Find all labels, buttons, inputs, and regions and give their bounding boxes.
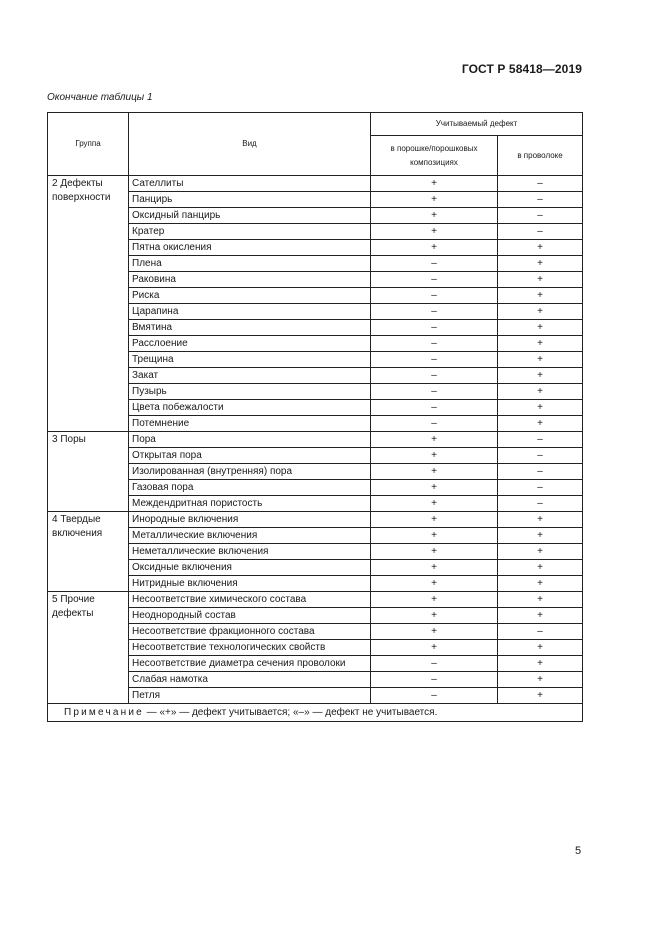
kind-cell: Вмятина <box>129 320 371 336</box>
note-label: Примечание <box>64 706 144 718</box>
table-row <box>48 304 583 320</box>
powder-mark-cell: + <box>371 512 498 528</box>
powder-mark-cell: + <box>371 448 498 464</box>
wire-mark-cell: + <box>498 416 583 432</box>
kind-cell: Панцирь <box>129 192 371 208</box>
wire-mark-cell: + <box>498 640 583 656</box>
kind-cell: Трещина <box>129 352 371 368</box>
powder-mark-cell: + <box>371 480 498 496</box>
powder-mark-cell: + <box>371 592 498 608</box>
kind-cell: Сателлиты <box>129 176 371 192</box>
kind-cell: Оксидный панцирь <box>129 208 371 224</box>
table-row <box>48 256 583 272</box>
table-row <box>48 432 583 448</box>
wire-mark-cell: + <box>498 400 583 416</box>
wire-mark-cell: – <box>498 464 583 480</box>
kind-cell: Закат <box>129 368 371 384</box>
table-row <box>48 192 583 208</box>
kind-cell: Открытая пора <box>129 448 371 464</box>
kind-cell: Раковина <box>129 272 371 288</box>
table-row <box>48 384 583 400</box>
powder-mark-cell: – <box>371 688 498 704</box>
wire-mark-cell: + <box>498 384 583 400</box>
wire-mark-cell: + <box>498 288 583 304</box>
kind-cell: Неоднородный состав <box>129 608 371 624</box>
table-note <box>48 704 583 722</box>
table-row <box>48 672 583 688</box>
kind-cell: Расслоение <box>129 336 371 352</box>
powder-mark-cell: – <box>371 336 498 352</box>
column-header-powder: в порошке/порошковых композициях <box>371 136 498 176</box>
table-row <box>48 512 583 528</box>
table-row <box>48 416 583 432</box>
note-text: — «+» — дефект учитывается; «–» — дефект не учитывается. <box>143 706 438 718</box>
table-caption: Окончание таблицы 1 <box>47 92 153 103</box>
kind-cell: Кратер <box>129 224 371 240</box>
wire-mark-cell: + <box>498 528 583 544</box>
table-row <box>48 320 583 336</box>
kind-cell: Нитридные включения <box>129 576 371 592</box>
table-row <box>48 224 583 240</box>
wire-mark-cell: + <box>498 672 583 688</box>
wire-mark-cell: – <box>498 432 583 448</box>
wire-mark-cell: – <box>498 208 583 224</box>
group-cell: 2 Дефекты поверхности <box>48 176 129 432</box>
wire-mark-cell: + <box>498 512 583 528</box>
kind-cell: Междендритная пористость <box>129 496 371 512</box>
powder-mark-cell: + <box>371 624 498 640</box>
wire-mark-cell: + <box>498 368 583 384</box>
group-cell: 3 Поры <box>48 432 129 512</box>
wire-mark-cell: – <box>498 192 583 208</box>
table-row <box>48 176 583 192</box>
group-cell: 4 Твердые включения <box>48 512 129 592</box>
powder-mark-cell: + <box>371 192 498 208</box>
kind-cell: Потемнение <box>129 416 371 432</box>
powder-mark-cell: – <box>371 288 498 304</box>
powder-mark-cell: + <box>371 640 498 656</box>
table-row <box>48 352 583 368</box>
defects-table <box>47 112 583 722</box>
table-row <box>48 480 583 496</box>
wire-mark-cell: + <box>498 256 583 272</box>
kind-cell: Несоответствие химического состава <box>129 592 371 608</box>
table-row <box>48 272 583 288</box>
kind-cell: Металлические включения <box>129 528 371 544</box>
kind-cell: Царапина <box>129 304 371 320</box>
kind-cell: Инородные включения <box>129 512 371 528</box>
wire-mark-cell: + <box>498 320 583 336</box>
powder-mark-cell: – <box>371 272 498 288</box>
kind-cell: Несоответствие технологических свойств <box>129 640 371 656</box>
table-row <box>48 688 583 704</box>
powder-mark-cell: + <box>371 576 498 592</box>
powder-mark-cell: + <box>371 560 498 576</box>
wire-mark-cell: – <box>498 176 583 192</box>
table-row <box>48 368 583 384</box>
wire-mark-cell: + <box>498 272 583 288</box>
powder-mark-cell: + <box>371 432 498 448</box>
kind-cell: Петля <box>129 688 371 704</box>
table-row <box>48 640 583 656</box>
table-row <box>48 496 583 512</box>
wire-mark-cell: + <box>498 352 583 368</box>
wire-mark-cell: + <box>498 240 583 256</box>
powder-mark-cell: – <box>371 256 498 272</box>
table-row <box>48 240 583 256</box>
page-number: 5 <box>575 845 582 857</box>
powder-mark-cell: + <box>371 496 498 512</box>
wire-mark-cell: – <box>498 224 583 240</box>
powder-mark-cell: – <box>371 656 498 672</box>
table-row <box>48 288 583 304</box>
standard-code: ГОСТ Р 58418—2019 <box>461 62 582 76</box>
powder-mark-cell: + <box>371 176 498 192</box>
kind-cell: Пузырь <box>129 384 371 400</box>
table-row <box>48 528 583 544</box>
powder-mark-cell: + <box>371 528 498 544</box>
wire-mark-cell: + <box>498 336 583 352</box>
table-row <box>48 544 583 560</box>
table-row <box>48 448 583 464</box>
powder-mark-cell: – <box>371 384 498 400</box>
table-row <box>48 400 583 416</box>
table-row <box>48 208 583 224</box>
table-row <box>48 656 583 672</box>
kind-cell: Цвета побежалости <box>129 400 371 416</box>
table-row <box>48 464 583 480</box>
powder-mark-cell: – <box>371 672 498 688</box>
wire-mark-cell: + <box>498 608 583 624</box>
kind-cell: Изолированная (внутренняя) пора <box>129 464 371 480</box>
table-row <box>48 608 583 624</box>
wire-mark-cell: + <box>498 544 583 560</box>
powder-mark-cell: + <box>371 240 498 256</box>
group-cell: 5 Прочие дефекты <box>48 592 129 704</box>
kind-cell: Риска <box>129 288 371 304</box>
wire-mark-cell: – <box>498 624 583 640</box>
kind-cell: Неметаллические включения <box>129 544 371 560</box>
powder-mark-cell: – <box>371 320 498 336</box>
wire-mark-cell: – <box>498 480 583 496</box>
wire-mark-cell: + <box>498 304 583 320</box>
kind-cell: Несоответствие диаметра сечения проволоки <box>129 656 371 672</box>
powder-mark-cell: + <box>371 224 498 240</box>
column-header-defect: Учитываемый дефект <box>371 113 583 136</box>
powder-mark-cell: – <box>371 416 498 432</box>
powder-mark-cell: – <box>371 368 498 384</box>
table-row <box>48 624 583 640</box>
table-row <box>48 592 583 608</box>
wire-mark-cell: + <box>498 576 583 592</box>
powder-mark-cell: + <box>371 464 498 480</box>
kind-cell: Газовая пора <box>129 480 371 496</box>
table-body <box>48 176 583 704</box>
table-row <box>48 336 583 352</box>
wire-mark-cell: – <box>498 448 583 464</box>
column-header-wire: в проволоке <box>498 136 583 176</box>
kind-cell: Несоответствие фракционного состава <box>129 624 371 640</box>
powder-mark-cell: + <box>371 208 498 224</box>
kind-cell: Оксидные включения <box>129 560 371 576</box>
kind-cell: Плена <box>129 256 371 272</box>
table-row <box>48 576 583 592</box>
column-header-group: Группа <box>48 113 129 176</box>
note-row <box>48 704 583 722</box>
powder-mark-cell: – <box>371 304 498 320</box>
table-row <box>48 560 583 576</box>
wire-mark-cell: + <box>498 592 583 608</box>
kind-cell: Пора <box>129 432 371 448</box>
kind-cell: Слабая намотка <box>129 672 371 688</box>
wire-mark-cell: + <box>498 560 583 576</box>
powder-mark-cell: – <box>371 400 498 416</box>
wire-mark-cell: – <box>498 496 583 512</box>
wire-mark-cell: + <box>498 688 583 704</box>
powder-mark-cell: + <box>371 608 498 624</box>
powder-mark-cell: – <box>371 352 498 368</box>
wire-mark-cell: + <box>498 656 583 672</box>
powder-mark-cell: + <box>371 544 498 560</box>
column-header-kind: Вид <box>129 113 371 176</box>
kind-cell: Пятна окисления <box>129 240 371 256</box>
